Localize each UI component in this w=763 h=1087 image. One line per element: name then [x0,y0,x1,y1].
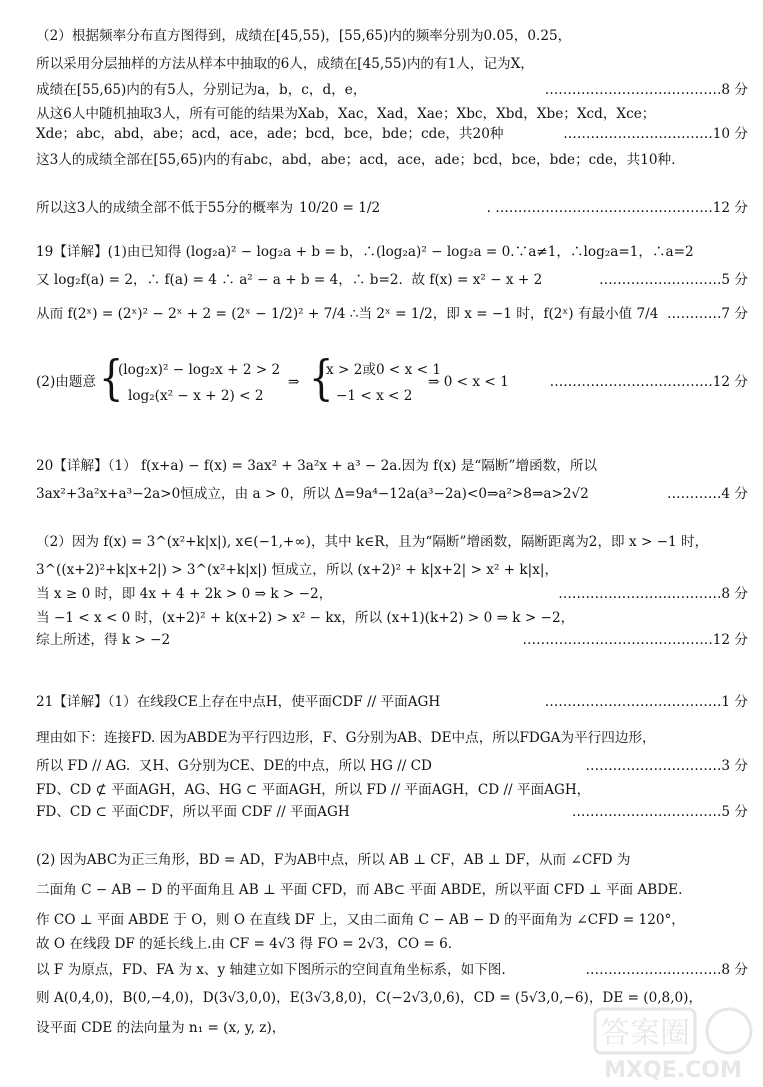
q19-line-part1: 19【详解】(1)由已知得 (log₂a)² − log₂a + b = b，∴(log₂a)² − log₂a = 0.∵a≠1，∴log₂a=1，∴a=2 [36,244,694,260]
probability-fraction: 10/20 = 1/2 [299,200,381,216]
part2-line-favorable: 这3人的成绩全部在[55,65)内的有abc，abd，abe；acd，ace，ade；bcd，bce，bde；cde，共10种. [36,152,676,168]
q19-final-answer: ⇒ 0 < x < 1 ………………………………12 分 [428,374,748,390]
q21-line-normal-vector: 设平面 CDE 的法向量为 n₁ = (x, y, z)， [36,1020,286,1036]
q20-line-discriminant: 3ax²+3a²x+a³−2a>0恒成立，由 a > 0，所以 Δ=9a⁴−12a(a³−2a)<0⇒a²>8⇒a>2√2 …………4 分 [36,486,748,502]
q19-part2-label: (2)由题意 [36,374,97,390]
q19-line-solve-b: 又 log₂f(a) = 2，∴ f(a) = 4 ∴ a² − a + b = 4，∴ b=2. 故 f(x) = x² − x + 2 ………………………5 分 [36,272,748,288]
q19-inequality-1: (log₂x)² − log₂x + 2 > 2 [118,362,281,378]
q21-line-conclusion1: FD、CD ⊂ 平面CDF，所以平面 CDF // 平面AGH ……………………………5 分 [36,804,748,820]
left-brace-icon-2: { [309,350,334,406]
q21-line-reason: 理由如下：连接FD. 因为ABDE为平行四边形，F、G分别为AB、DE中点，所以FDGA为平行四边形， [36,730,656,746]
part2-line-probability: 所以这3人的成绩全部不低于55分的概率为 10/20 = 1/2 . …………………………………………12 分 [36,200,748,216]
watermark-top-text: 答案圈 [600,1016,690,1051]
q21-line-points: 则 A(0,4,0)，B(0,−4,0)，D(3√3,0,0)，E(3√3,8,0)，C(−2√3,0,6)，CD = (5√3,0,−6)，DE = (0,8,0)， [36,990,703,1006]
q20-line-conclusion: 综上所述，得 k > −2 ……………………………………12 分 [36,632,748,648]
part2-line-outcomes: 从这6人中随机抽取3人，所有可能的结果为Xab，Xac，Xad，Xae；Xbc，Xbd，Xbe；Xcd，Xce； [36,106,656,122]
watermark-bottom-text: MXQE.COM [604,1058,742,1083]
left-brace-icon: { [99,350,124,406]
q19-line-minimum: 从而 f(2ˣ) = (2ˣ)² − 2ˣ + 2 = (2ˣ − 1/2)² + 7/4 ∴当 2ˣ = 1/2，即 x = −1 时，f(2ˣ) 有最小值 7/4 …………7 分 [36,306,748,322]
part2-line-sampling: 所以采用分层抽样的方法从样本中抽取的6人，成绩在[45,55)内的有1人，记为X， [36,56,534,72]
q20-line-part1: 20【详解】（1） f(x+a) − f(x) = 3ax² + 3a²x + a³ − 2a.因为 f(x) 是“隔断”增函数，所以 [36,458,598,474]
q21-line-lengths: 故 O 在线段 DF 的延长线上.由 CF = 4√3 得 FO = 2√3，CO = 6. [36,936,453,952]
q21-line-planes: FD、CD ⊄ 平面AGH，AG、HG ⊂ 平面AGH，所以 FD // 平面AGH，CD // 平面AGH， [36,782,591,798]
part2-line-labels: 成绩在[55,65)内的有5人，分别记为a，b，c，d，e， …………………………………8 分 [36,82,748,98]
q21-line-part2: (2) 因为ABC为正三角形，BD = AD，F为AB中点，所以 AB ⊥ CF，AB ⊥ DF，从而 ∠CFD 为 [36,852,631,868]
q21-line-part1: 21【详解】（1）在线段CE上存在中点H，使平面CDF // 平面AGH …………………………………1 分 [36,694,748,710]
q20-line-inequality: 3^((x+2)²+k|x+2|) > 3^(x²+k|x|) 恒成立，所以 (x+2)² + k|x+2| > x² + k|x|， [36,562,559,578]
q21-line-perpendicular: 作 CO ⊥ 平面 ABDE 于 O，则 O 在直线 DF 上，又由二面角 C − AB − D 的平面角为 ∠CFD = 120°， [36,912,685,928]
q19-solution-2: −1 < x < 2 [336,388,413,404]
q21-line-coordinates: 以 F 为原点，FD、FA 为 x、y 轴建立如下图所示的空间直角坐标系，如下图. …………………………8 分 [36,962,748,978]
q20-line-case2: 当 −1 < x < 0 时，(x+2)² + k(x+2) > x² − kx，所以 (x+1)(k+2) > 0 ⇒ k > −2， [36,610,575,626]
implies-arrow-1: ⇒ [288,374,300,390]
part2-line-frequency: （2）根据频率分布直方图得到，成绩在[45,55)，[55,65)内的频率分别为0.05，0.25， [36,28,572,44]
q21-line-dihedral: 二面角 C − AB − D 的平面角且 AB ⊥ 平面 CFD，而 AB⊂ 平面 ABDE，所以平面 CFD ⊥ 平面 ABDE. [36,882,683,898]
q20-line-part2: （2）因为 f(x) = 3^(x²+k|x|), x∈(−1,+∞)，其中 k∈R，且为“隔断”增函数，隔断距离为2，即 x > −1 时， [36,534,709,550]
watermark-logo [589,1001,757,1083]
q20-line-case1: 当 x ≥ 0 时，即 4x + 4 + 2k > 0 ⇒ k > −2， ………………………………8 分 [36,586,748,602]
q19-inequality-2: log₂(x² − x + 2) < 2 [128,388,264,404]
q21-line-parallel: 所以 FD // AG. 又H、G分别为CE、DE的中点，所以 HG // CD …………………………3 分 [36,758,748,774]
part2-line-outcomes-cont: Xde；abc，abd，abe；acd，ace，ade；bcd，bce，bde；cde，共20种 ……………………………10 分 [36,126,748,142]
q19-solution-1: x > 2或0 < x < 1 [326,362,441,378]
